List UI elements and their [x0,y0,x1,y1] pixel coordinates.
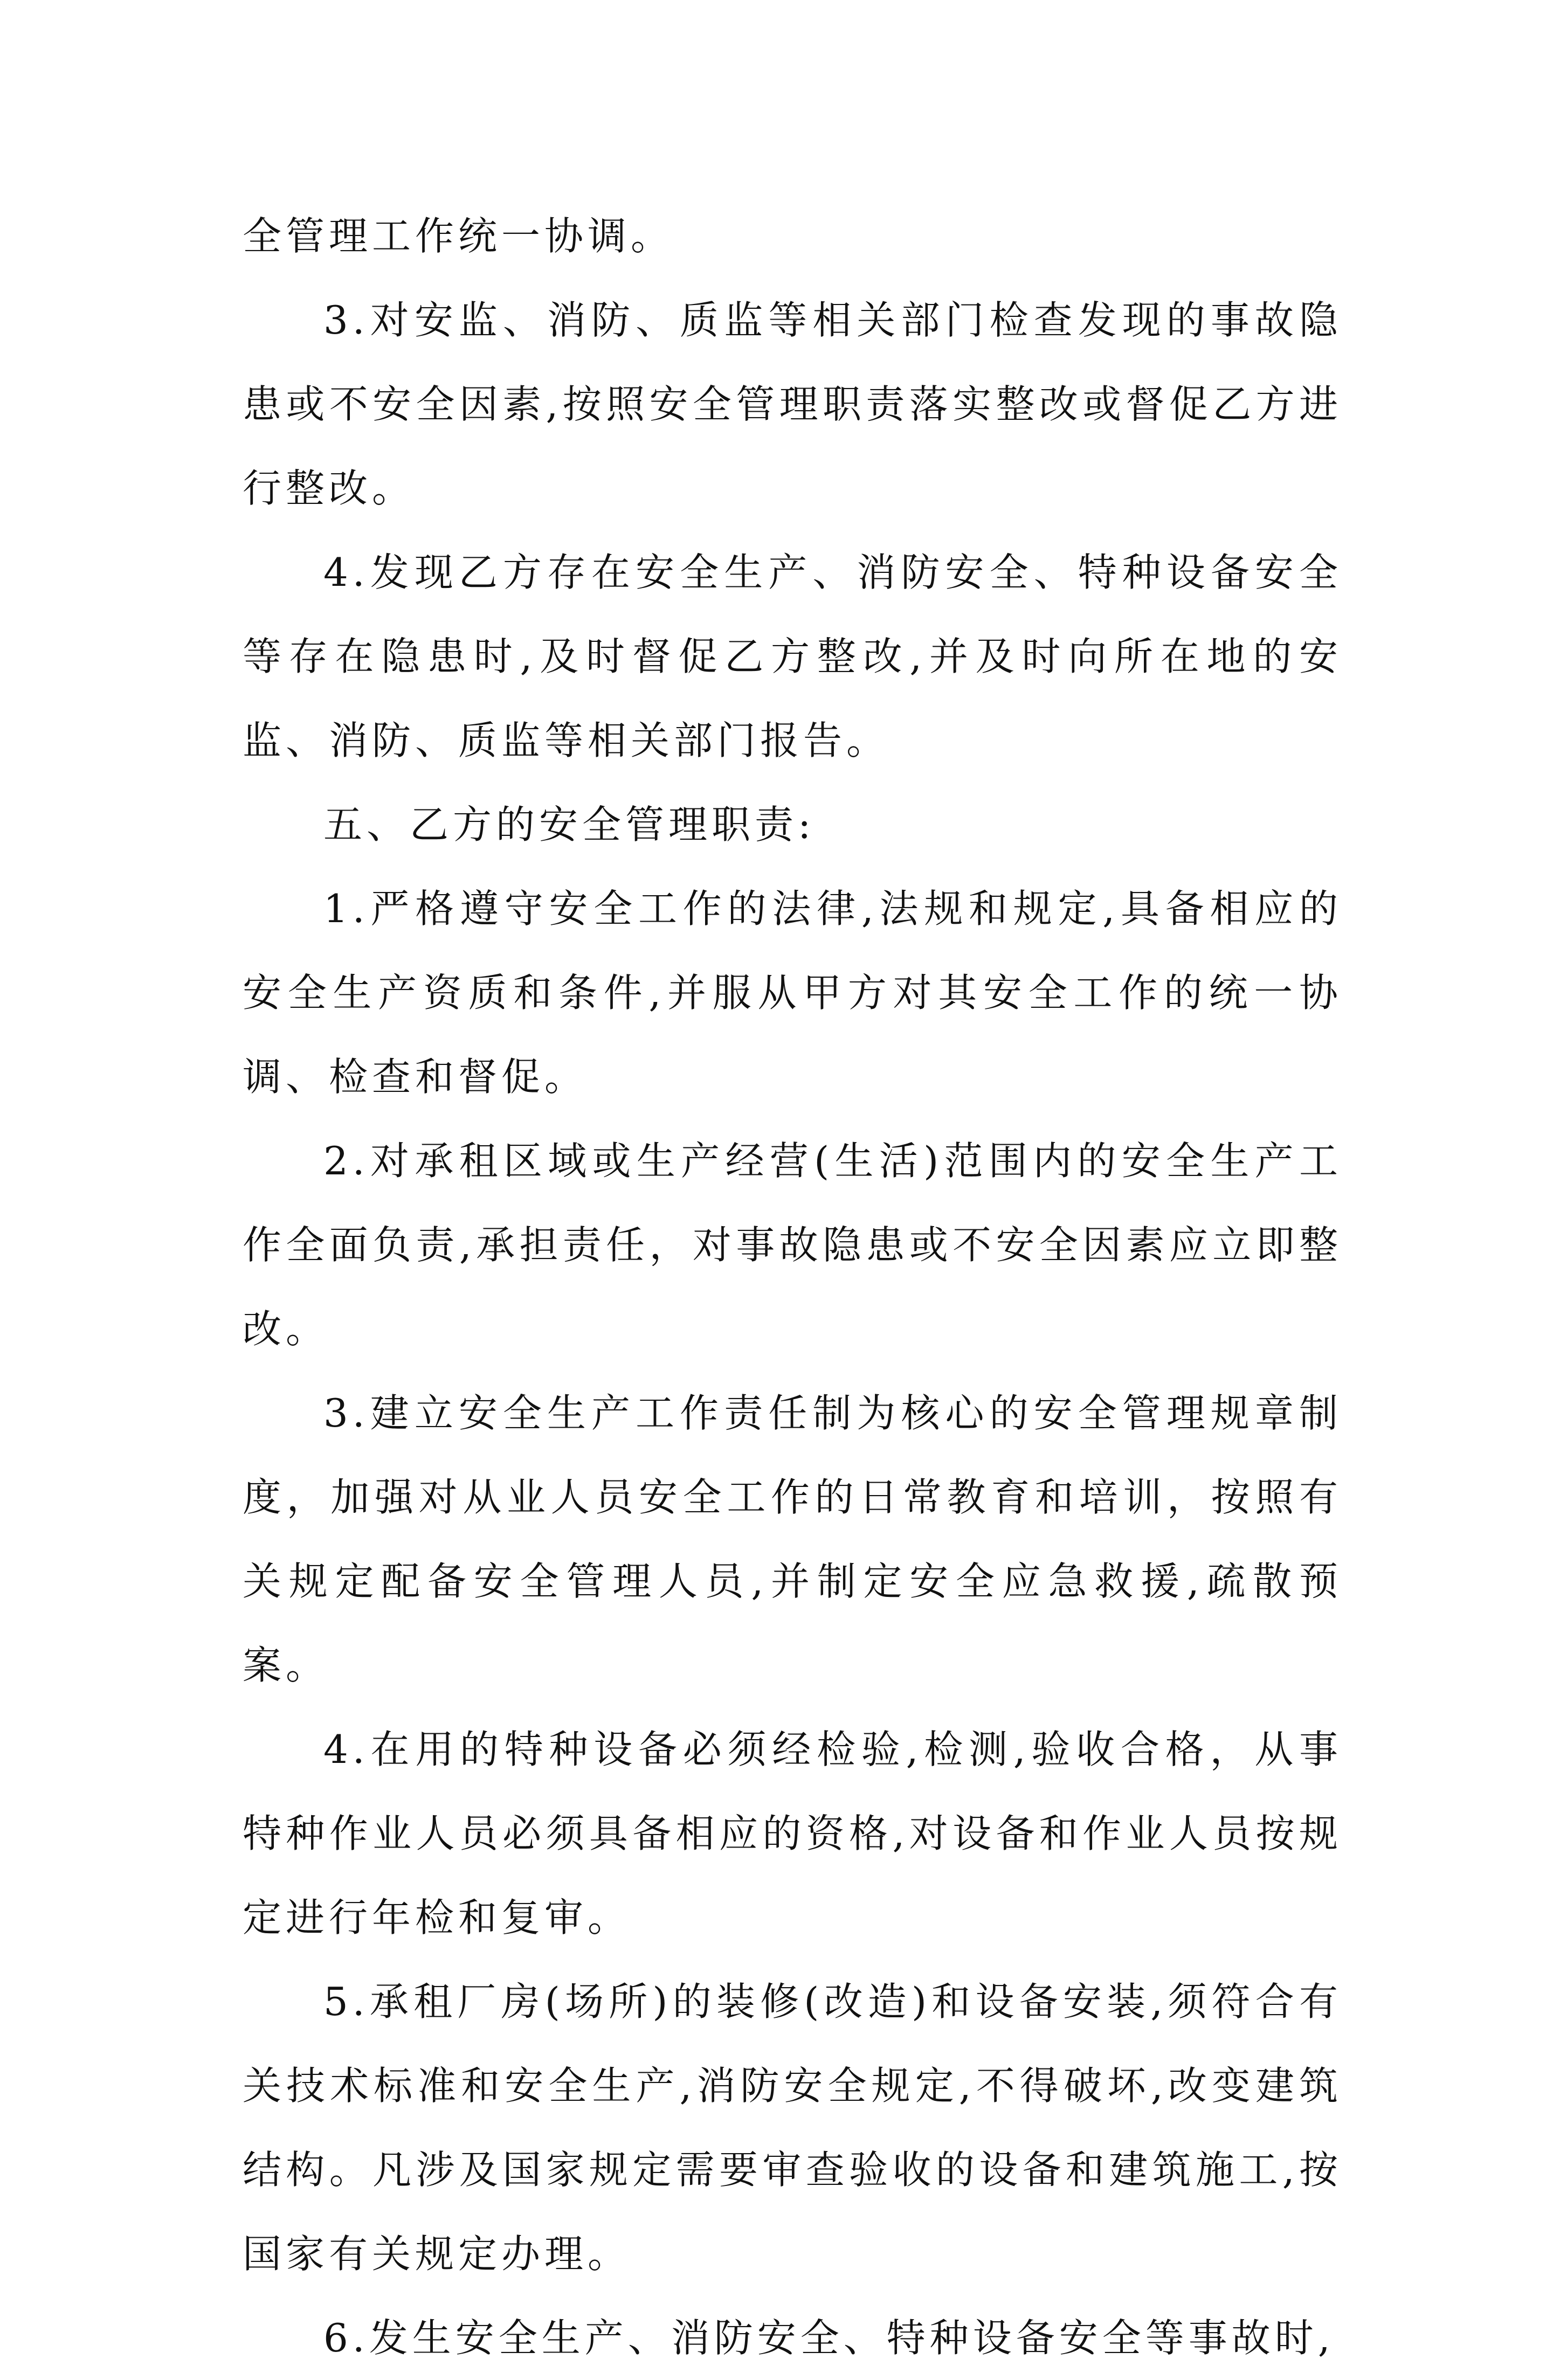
paragraph-6: 2.对承租区域或生产经营(生活)范围内的安全生产工作全面负责,承担责任，对事故隐患或不安全因素应立即整改。 [243,1138,1342,1352]
paragraph-3: 4.发现乙方存在安全生产、消防安全、特种设备安全等存在隐患时,及时督促乙方整改,并及时向所在地的安监、消防、质监等相关部门报告。 [243,550,1342,763]
paragraph-7: 3.建立安全生产工作责任制为核心的安全管理规章制度，加强对从业人员安全工作的日常教育和培训，按照有关规定配备安全管理人员,并制定安全应急救援,疏散预案。 [243,1390,1342,1688]
section-heading: 五、乙方的安全管理职责: [323,802,816,847]
paragraph-10: 6.发生安全生产、消防安全、特种设备安全等事故时, [323,2315,1335,2361]
paragraph-2: 3.对安监、消防、质监等相关部门检查发现的事故隐患或不安全因素,按照安全管理职责落实整改或督促乙方进行整改。 [243,298,1342,511]
paragraph-1: 全管理工作统一协调。 [243,213,674,259]
paragraph-8: 4.在用的特种设备必须经检验,检测,验收合格，从事特种作业人员必须具备相应的资格,对设备和作业人员按规定进行年检和复审。 [243,1727,1342,1940]
paragraph-9: 5.承租厂房(场所)的装修(改造)和设备安装,须符合有关技术标准和安全生产,消防安全规定,不得破坏,改变建筑结构。凡涉及国家规定需要审查验收的设备和建筑施工,按国家有关规定办理。 [243,1979,1342,2277]
paragraph-5: 1.严格遵守安全工作的法律,法规和规定,具备相应的安全生产资质和条件,并服从甲方对其安全工作的统一协调、检查和督促。 [243,886,1342,1099]
document-body [243,194,1342,2380]
